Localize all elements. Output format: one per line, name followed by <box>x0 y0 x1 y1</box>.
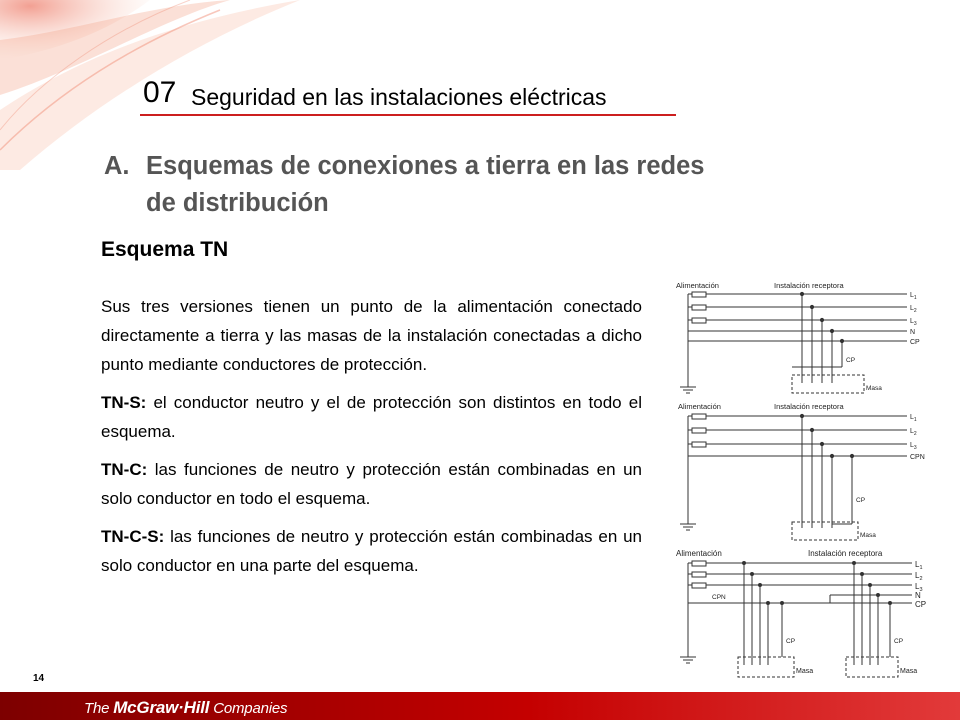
tn-c-mass-label: Masa <box>860 532 876 539</box>
tn-c-s-text: las funciones de neutro y protección están combinadas en un solo conductor en una parte del esquema. <box>101 527 642 575</box>
tn-s-paragraph <box>101 388 642 446</box>
tn-c-cp-label: CP <box>856 497 866 504</box>
tn-c-text: las funciones de neutro y protección están combinadas en un solo conductor en todo el esquema. <box>101 460 642 508</box>
tn-c-s-paragraph <box>101 522 642 580</box>
tn-s-l2-label: $L_2$ <box>910 305 917 314</box>
tn-s-cp-line-label: CP <box>910 339 920 346</box>
tn-s-l1-label: $L_1$ <box>910 292 917 301</box>
tn-s-mass-label: Masa <box>866 385 882 392</box>
tn-c-l1-label: $L_1$ <box>910 414 917 423</box>
subsection-title: Esquema TN <box>101 238 229 261</box>
tn-c-s-l2-label: $L_2$ <box>915 571 923 582</box>
footer-bar <box>0 692 960 720</box>
tn-c-s-l1-label: $L_1$ <box>915 560 923 571</box>
section-title-line2: de distribución <box>146 189 329 217</box>
tn-s-diagram <box>672 277 930 395</box>
tn-c-s-term: TN-C-S: <box>101 527 165 546</box>
tn-c-l3-label: $L_3$ <box>910 442 917 451</box>
tn-c-cpn-label: CPN <box>910 454 925 461</box>
publisher-logo: The McGraw·Hill Companies <box>84 698 288 717</box>
tn-s-term: TN-S: <box>101 393 147 412</box>
tn-c-s-cp-a-label: CP <box>786 638 796 645</box>
tn-c-supply-label: Alimentación <box>678 402 721 411</box>
chapter-number: 07 <box>143 76 177 109</box>
tn-c-s-install-label: Instalación receptora <box>808 549 883 558</box>
page-number: 14 <box>33 673 45 684</box>
slide-header <box>140 76 676 116</box>
tn-s-install-label: Instalación receptora <box>774 281 844 290</box>
tn-c-s-supply-label: Alimentación <box>676 549 722 558</box>
section-title-line1: Esquemas de conexiones a tierra en las redes <box>146 152 705 180</box>
tn-c-l2-label: $L_2$ <box>910 428 917 437</box>
tn-c-s-cp-line-label: CP <box>915 600 927 609</box>
tn-c-s-cpn-label: CPN <box>712 594 726 601</box>
tn-c-s-diagram <box>672 545 930 682</box>
tn-c-s-n-label: N <box>915 591 921 600</box>
tn-s-n-label: N <box>910 329 916 336</box>
tn-c-paragraph <box>101 455 642 513</box>
tn-c-s-cp-b-label: CP <box>894 638 904 645</box>
tn-c-diagram <box>672 398 930 543</box>
tn-s-cp-label: CP <box>846 357 856 364</box>
section-letter: A. <box>104 152 130 180</box>
tn-c-s-mass-b-label: Masa <box>900 668 918 675</box>
body-text <box>101 292 642 589</box>
tn-c-s-l3-label: $L_3$ <box>915 582 923 593</box>
tn-s-l3-label: $L_3$ <box>910 318 917 327</box>
tn-c-s-mass-a-label: Masa <box>796 668 814 675</box>
tn-s-supply-label: Alimentación <box>676 281 719 290</box>
intro-paragraph: Sus tres versiones tienen un punto de la alimentación conectado directamente a tierra y las masas de la instalación conectadas a dicho punto mediante conductores de protección. <box>101 297 642 374</box>
chapter-title: Seguridad en las instalaciones eléctricas <box>191 84 607 110</box>
tn-c-install-label: Instalación receptora <box>774 402 844 411</box>
tn-s-text: el conductor neutro y el de protección son distintos en todo el esquema. <box>101 393 642 441</box>
tn-c-term: TN-C: <box>101 460 148 479</box>
